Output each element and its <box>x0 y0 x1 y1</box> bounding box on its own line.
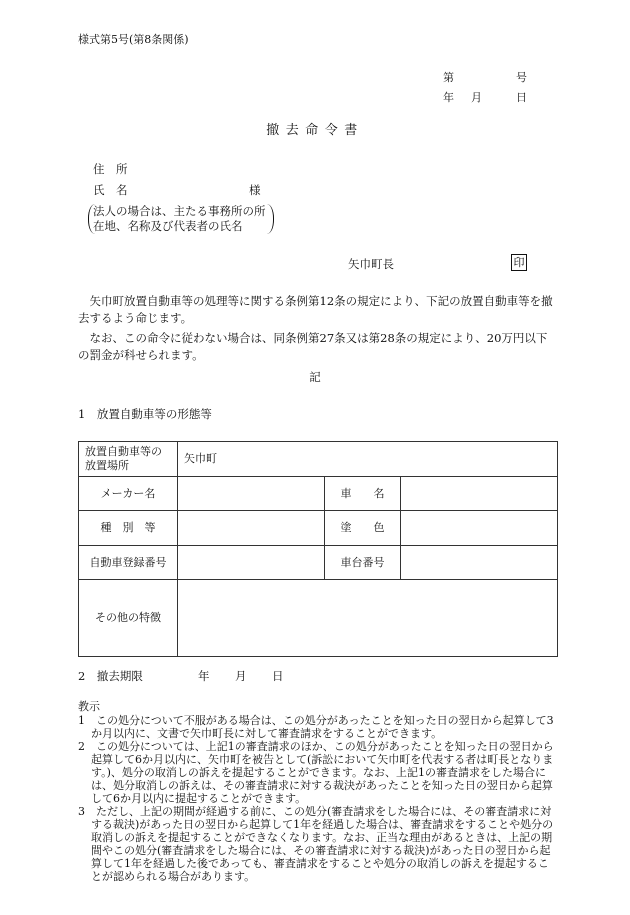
type-value <box>178 511 325 546</box>
section-1-title: 1 放置自動車等の形態等 <box>78 407 212 421</box>
honorific: 様 <box>249 183 261 197</box>
document-title: 撤去命令書 <box>266 123 364 138</box>
type-label: 種 別 等 <box>79 511 178 546</box>
deadline-gatsu: 月 <box>235 669 247 683</box>
car-name-value <box>401 477 558 511</box>
color-label: 塗 色 <box>325 511 401 546</box>
registration-label: 自動車登録番号 <box>79 546 178 580</box>
place-label: 放置自動車等の放置場所 <box>79 442 178 477</box>
body-paragraph-2: なお、この命令に従わない場合は、同条例第27条又は第28条の規定により、20万円以下の罰金が科せられます。 <box>78 331 548 362</box>
chassis-label: 車台番号 <box>325 546 401 580</box>
maker-value <box>178 477 325 511</box>
section-2-deadline <box>78 669 284 683</box>
other-value <box>178 580 558 657</box>
section-2-title: 2 撤去期限 <box>78 669 143 683</box>
mayor-title: 矢巾町長 <box>348 257 394 271</box>
place-value: 矢巾町 <box>178 442 558 477</box>
gatsu-label: 月 <box>471 91 482 104</box>
form-number: 様式第5号(第8条関係) <box>78 33 189 46</box>
color-value <box>401 511 558 546</box>
corporate-note: 法人の場合は、主たる事務所の所在地、名称及び代表者の氏名 <box>88 204 274 234</box>
dai-label: 第 <box>443 71 454 84</box>
other-label: その他の特徴 <box>79 580 178 657</box>
notice-item-2: 2 この処分については、上記1の審査請求のほか、この処分があったことを知った日の翌日から起算して6か月以内に、矢巾町を被告として(訴訟において矢巾町を代表する者は町長となります。)、処分の取消しの訴えを提起することができます。なお、上記1の審査請求をした場合には、処分取消しの訴えは、その審査請求に対する裁決があったことを知った日の翌日から起算して6か月以内に提起することができます。 <box>78 740 554 805</box>
go-label: 号 <box>516 71 527 84</box>
nen-label: 年 <box>443 91 454 104</box>
address-label: 住 所 <box>93 162 128 176</box>
nichi-label: 日 <box>516 91 527 104</box>
vehicle-info-table <box>78 441 558 657</box>
maker-label: メーカー名 <box>79 477 178 511</box>
notice-item-1: 1 この処分について不服がある場合は、この処分があったことを知った日の翌日から起算して3か月以内に、文書で矢巾町長に対して審査請求をすることができます。 <box>78 714 554 740</box>
ki-label: 記 <box>309 370 321 384</box>
notice-heading: 教示 <box>78 700 100 713</box>
car-name-label: 車 名 <box>325 477 401 511</box>
deadline-nen: 年 <box>198 669 210 683</box>
deadline-nichi: 日 <box>272 669 284 683</box>
document-number-date <box>443 68 527 108</box>
name-label: 氏 名 <box>93 183 128 197</box>
seal-mark: 印 <box>511 254 527 271</box>
notice-item-3: 3 ただし、上記の期間が経過する前に、この処分(審査請求をした場合には、その審査請求に対する裁決)があった日の翌日から起算して1年を経過した場合は、審査請求をすることや処分の取消しの訴えを提起することができなくなります。なお、正当な理由があるときは、上記の期間やこの処分(審査請求をした場合には、その審査請求に対する裁決)があった日の翌日から起算して1年を経過した後であっても、審査請求をすることや処分の取消しの訴えを提起することが認められる場合があります。 <box>78 805 554 883</box>
registration-value <box>178 546 325 580</box>
notice-section <box>78 700 558 883</box>
body-paragraph-1: 矢巾町放置自動車等の処理等に関する条例第12条の規定により、下記の放置自動車等を撤去するよう命じます。 <box>78 294 553 325</box>
chassis-value <box>401 546 558 580</box>
